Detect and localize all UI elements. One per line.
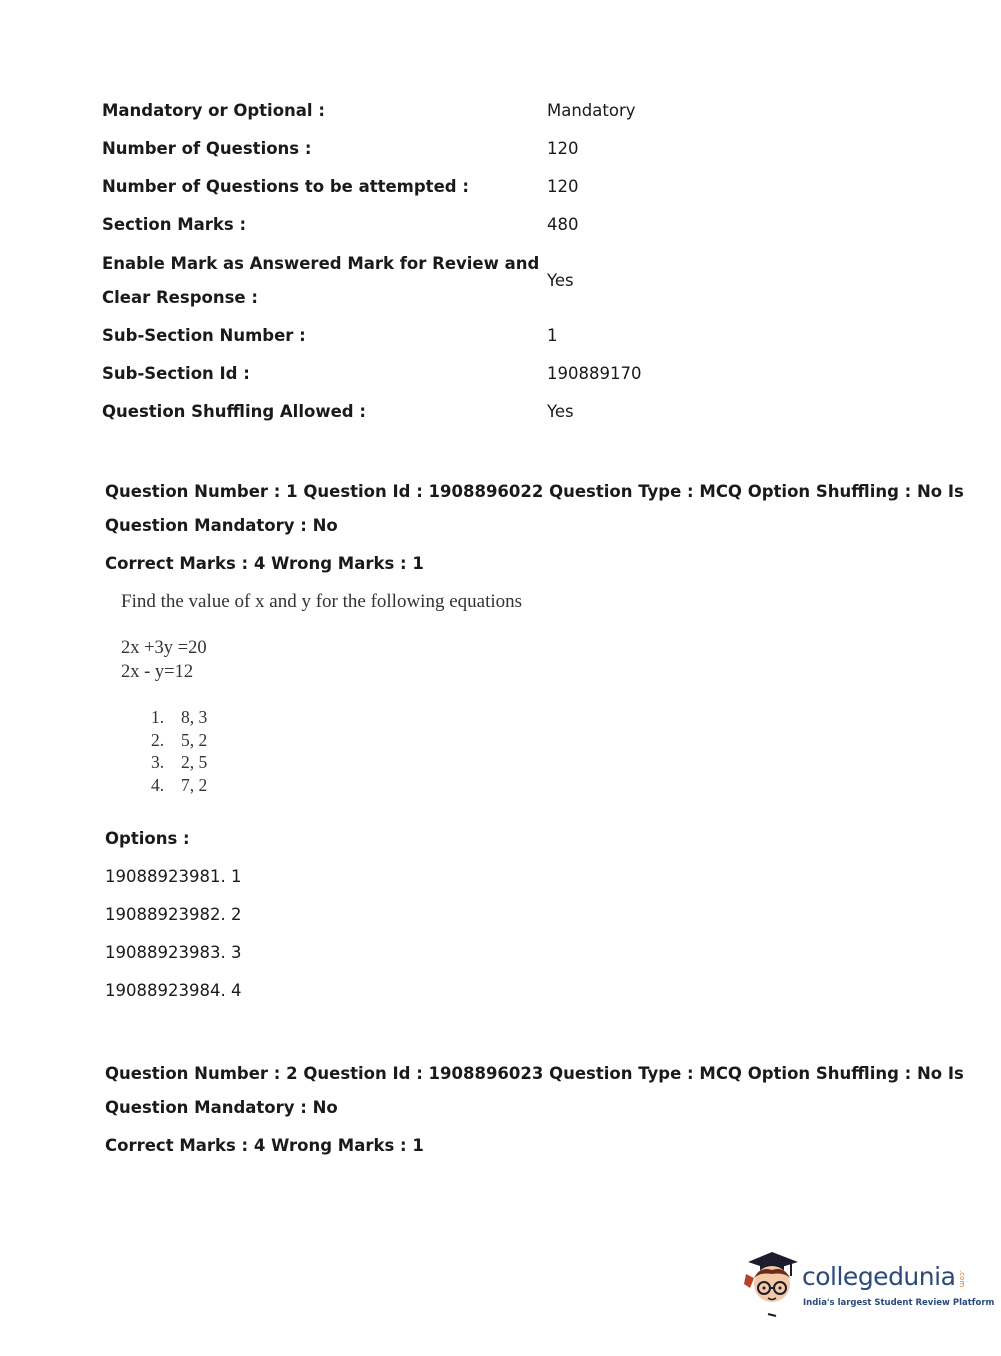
mandatory-label: Mandatory or Optional : <box>102 101 325 120</box>
subsection-number-value: 1 <box>547 326 558 345</box>
brand-suffix: .com <box>958 1270 966 1288</box>
choice-text: 5, 2 <box>181 730 208 750</box>
section-marks-value: 480 <box>547 215 579 234</box>
brand-name: collegedunia <box>802 1262 956 1291</box>
num-attempted-value: 120 <box>547 177 579 196</box>
choice-number: 2. <box>151 730 165 750</box>
num-questions-value: 120 <box>547 139 579 158</box>
choice-4 <box>151 775 207 795</box>
choice-number: 1. <box>151 707 165 727</box>
choice-text: 2, 5 <box>181 752 208 772</box>
question-2-mandatory: Question Mandatory : No <box>105 1098 338 1117</box>
choice-text: 8, 3 <box>181 707 208 727</box>
shuffling-label: Question Shuffling Allowed : <box>102 402 366 421</box>
option-3: 19088923983. 3 <box>105 943 242 962</box>
choice-3 <box>151 752 207 772</box>
section-marks-label: Section Marks : <box>102 215 247 234</box>
num-attempted-label: Number of Questions to be attempted : <box>102 177 469 196</box>
choice-2 <box>151 730 207 750</box>
question-1-header: Question Number : 1 Question Id : 1908896022 Question Type : MCQ Option Shuffling : No Is <box>105 482 964 501</box>
choice-text: 7, 2 <box>181 775 208 795</box>
enable-mark-value: Yes <box>547 271 574 290</box>
option-1: 19088923981. 1 <box>105 867 242 886</box>
choice-number: 4. <box>151 775 165 795</box>
option-4: 19088923984. 4 <box>105 981 242 1000</box>
shuffling-value: Yes <box>547 402 574 421</box>
enable-mark-label-line2: Clear Response : <box>102 288 258 307</box>
subsection-number-label: Sub-Section Number : <box>102 326 306 345</box>
question-1-mandatory: Question Mandatory : No <box>105 516 338 535</box>
question-2-marks: Correct Marks : 4 Wrong Marks : 1 <box>105 1136 424 1155</box>
brand-tagline: India's largest Student Review Platform <box>803 1298 995 1308</box>
enable-mark-label: Enable Mark as Answered Mark for Review and <box>102 254 540 273</box>
num-questions-label: Number of Questions : <box>102 139 312 158</box>
choice-number: 3. <box>151 752 165 772</box>
mandatory-value: Mandatory <box>547 101 636 120</box>
question-2-header: Question Number : 2 Question Id : 1908896023 Question Type : MCQ Option Shuffling : No Is <box>105 1064 964 1083</box>
equation-2: 2x - y=12 <box>121 662 194 682</box>
subsection-id-label: Sub-Section Id : <box>102 364 250 383</box>
question-1-marks: Correct Marks : 4 Wrong Marks : 1 <box>105 554 424 573</box>
options-label: Options : <box>105 829 190 848</box>
subsection-id-value: 190889170 <box>547 364 642 383</box>
option-2: 19088923982. 2 <box>105 905 242 924</box>
choice-1 <box>151 707 207 727</box>
question-1-stem: Find the value of x and y for the following equations <box>121 591 523 612</box>
equation-1: 2x +3y =20 <box>121 638 207 658</box>
